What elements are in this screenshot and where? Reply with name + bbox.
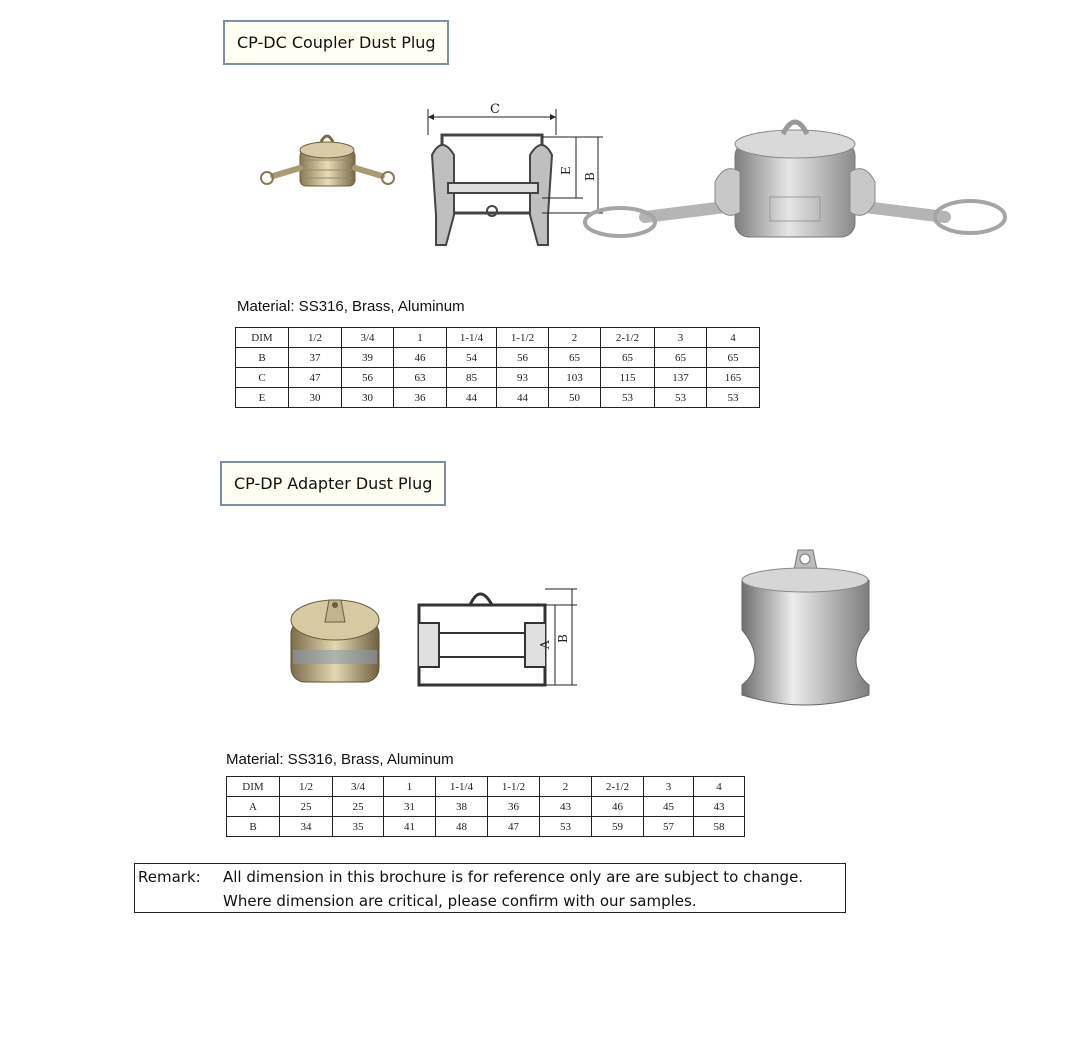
dp-title-text: CP-DP Adapter Dust Plug bbox=[234, 474, 433, 493]
dp-label-b: B bbox=[556, 634, 570, 643]
table-header-row bbox=[236, 328, 760, 348]
dc-title bbox=[223, 20, 449, 65]
dc-dimension-table bbox=[235, 327, 760, 408]
table-cell: 165 bbox=[707, 368, 760, 388]
table-cell: 58 bbox=[694, 817, 745, 837]
table-cell: 25 bbox=[333, 797, 384, 817]
table-cell: 39 bbox=[342, 348, 394, 368]
table-cell: 47 bbox=[289, 368, 342, 388]
dc-title-text: CP-DC Coupler Dust Plug bbox=[237, 33, 436, 52]
table-cell: 50 bbox=[549, 388, 601, 408]
table-cell: 44 bbox=[497, 388, 549, 408]
table-header-row bbox=[227, 777, 745, 797]
table-cell: 56 bbox=[342, 368, 394, 388]
table-header-cell: 1-1/2 bbox=[488, 777, 540, 797]
table-row bbox=[236, 348, 760, 368]
table-cell: 48 bbox=[436, 817, 488, 837]
table-cell: 103 bbox=[549, 368, 601, 388]
table-cell: 65 bbox=[549, 348, 601, 368]
table-row bbox=[236, 368, 760, 388]
table-cell: 36 bbox=[394, 388, 447, 408]
table-cell: 46 bbox=[394, 348, 447, 368]
table-header-cell: DIM bbox=[236, 328, 289, 348]
table-cell: 31 bbox=[384, 797, 436, 817]
table-header-cell: 4 bbox=[707, 328, 760, 348]
dp-title bbox=[220, 461, 446, 506]
table-cell: 37 bbox=[289, 348, 342, 368]
table-header-cell: 2 bbox=[540, 777, 592, 797]
table-cell: 25 bbox=[280, 797, 333, 817]
table-cell: 36 bbox=[488, 797, 540, 817]
table-header-cell: 2 bbox=[549, 328, 601, 348]
table-cell: 47 bbox=[488, 817, 540, 837]
table-cell: E bbox=[236, 388, 289, 408]
table-cell: 137 bbox=[655, 368, 707, 388]
table-header-cell: 2-1/2 bbox=[592, 777, 644, 797]
table-cell: 38 bbox=[436, 797, 488, 817]
table-header-cell: 2-1/2 bbox=[601, 328, 655, 348]
remark-box bbox=[134, 863, 846, 913]
table-header-cell: 1-1/4 bbox=[436, 777, 488, 797]
dc-large-photo bbox=[575, 112, 1015, 252]
dc-label-c: C bbox=[490, 102, 500, 117]
table-header-cell: 1 bbox=[384, 777, 436, 797]
table-cell: 43 bbox=[540, 797, 592, 817]
table-cell: 30 bbox=[289, 388, 342, 408]
table-header-cell: 1/2 bbox=[280, 777, 333, 797]
dc-label-b: B bbox=[583, 172, 597, 181]
table-cell: A bbox=[227, 797, 280, 817]
table-cell: 53 bbox=[707, 388, 760, 408]
dc-small-photo bbox=[255, 130, 400, 195]
table-row bbox=[227, 797, 745, 817]
dp-material: Material: SS316, Brass, Aluminum bbox=[226, 751, 454, 768]
table-cell: C bbox=[236, 368, 289, 388]
table-cell: 53 bbox=[601, 388, 655, 408]
remark-line-1: All dimension in this brochure is for reference only are are subject to change. bbox=[223, 868, 804, 886]
table-cell: 30 bbox=[342, 388, 394, 408]
table-cell: 65 bbox=[601, 348, 655, 368]
dc-label-e: E bbox=[559, 166, 573, 175]
table-cell: 35 bbox=[333, 817, 384, 837]
table-cell: 46 bbox=[592, 797, 644, 817]
table-cell: 53 bbox=[655, 388, 707, 408]
remark-line-2: Where dimension are critical, please confirm with our samples. bbox=[223, 892, 697, 910]
table-row bbox=[227, 817, 745, 837]
table-header-cell: 3/4 bbox=[342, 328, 394, 348]
dp-label-a: A bbox=[538, 640, 552, 649]
table-cell: 93 bbox=[497, 368, 549, 388]
table-header-cell: 1/2 bbox=[289, 328, 342, 348]
table-cell: 56 bbox=[497, 348, 549, 368]
table-cell: 45 bbox=[644, 797, 694, 817]
table-header-cell: 1-1/4 bbox=[447, 328, 497, 348]
dp-technical-drawing bbox=[415, 585, 580, 690]
table-cell: B bbox=[236, 348, 289, 368]
table-cell: 43 bbox=[694, 797, 745, 817]
table-cell: 54 bbox=[447, 348, 497, 368]
table-row bbox=[236, 388, 760, 408]
table-header-cell: 3 bbox=[655, 328, 707, 348]
table-cell: 34 bbox=[280, 817, 333, 837]
table-cell: 63 bbox=[394, 368, 447, 388]
table-cell: 65 bbox=[655, 348, 707, 368]
table-cell: 59 bbox=[592, 817, 644, 837]
table-cell: 44 bbox=[447, 388, 497, 408]
remark-label: Remark: bbox=[138, 868, 201, 886]
dp-large-photo bbox=[738, 545, 873, 710]
dp-dimension-table bbox=[226, 776, 745, 837]
table-header-cell: 3/4 bbox=[333, 777, 384, 797]
table-cell: 53 bbox=[540, 817, 592, 837]
table-header-cell: 1 bbox=[394, 328, 447, 348]
dc-material: Material: SS316, Brass, Aluminum bbox=[237, 298, 465, 315]
table-cell: 115 bbox=[601, 368, 655, 388]
dp-small-photo bbox=[285, 590, 385, 690]
table-cell: B bbox=[227, 817, 280, 837]
table-cell: 65 bbox=[707, 348, 760, 368]
table-header-cell: DIM bbox=[227, 777, 280, 797]
table-cell: 41 bbox=[384, 817, 436, 837]
table-header-cell: 4 bbox=[694, 777, 745, 797]
table-header-cell: 1-1/2 bbox=[497, 328, 549, 348]
table-cell: 85 bbox=[447, 368, 497, 388]
table-cell: 57 bbox=[644, 817, 694, 837]
table-header-cell: 3 bbox=[644, 777, 694, 797]
